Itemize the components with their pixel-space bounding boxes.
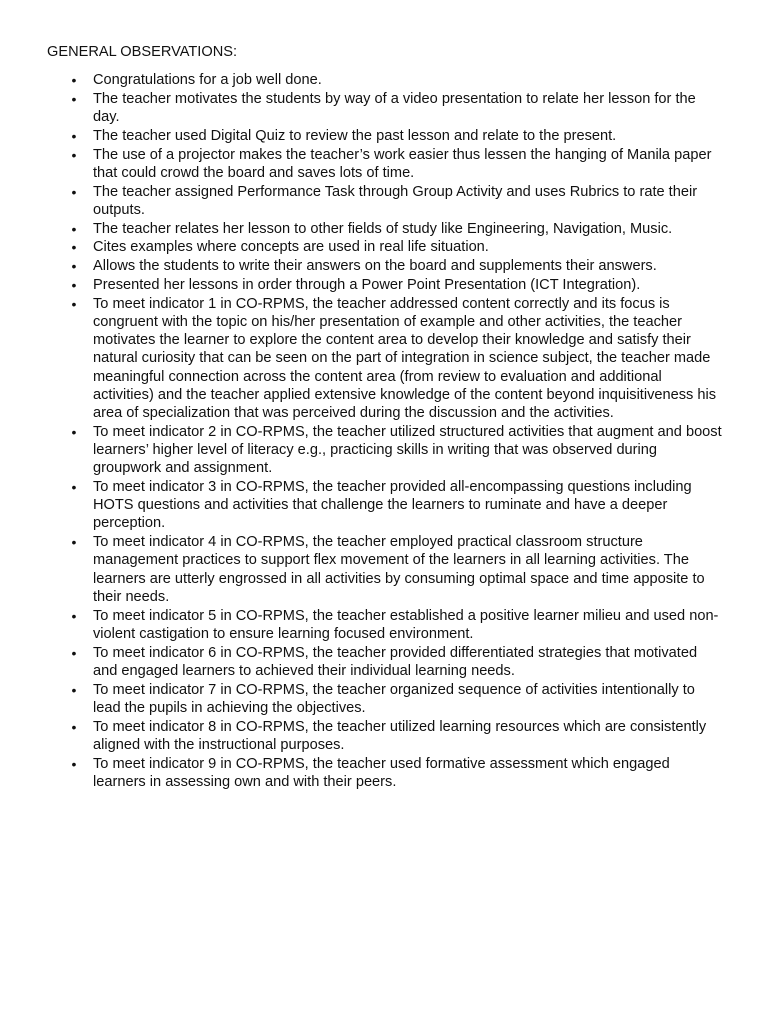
list-item — [93, 644, 725, 680]
observation-text: The use of a projector makes the teacher’s work easier thus lessen the hanging of Manila paper that could crowd the board and saves lots of time. — [93, 146, 712, 181]
list-item — [93, 718, 725, 754]
bullet-icon — [69, 146, 79, 164]
list-item — [93, 71, 725, 89]
observation-text: To meet indicator 7 in CO-RPMS, the teacher organized sequence of activities intentionally to lead the pupils in achieving the objectives. — [93, 681, 695, 716]
list-item — [93, 533, 725, 606]
observation-text: To meet indicator 8 in CO-RPMS, the teacher utilized learning resources which are consistently aligned with the instructional purposes. — [93, 718, 707, 753]
page-heading: GENERAL OBSERVATIONS: — [47, 44, 238, 60]
observation-text: Congratulations for a job well done. — [93, 72, 322, 88]
observations-list — [93, 71, 725, 792]
observation-text: To meet indicator 1 in CO-RPMS, the teacher addressed content correctly and its focus is congruent with the topic on his/her presentation of example and other activities, the teacher motivates the learner to explore the content area to develop their knowledge and satisfy their natural curiosity that can be seen on the part of integration in science subject, the teacher made meaningful connection across the content area (from review to evaluation and additional activities) and the teacher applied extensive knowledge of the content beyond inquisitiveness his area of specialization that was perceived during the discussion and the activities. — [93, 295, 717, 421]
list-item — [93, 146, 725, 182]
bullet-icon — [69, 533, 79, 551]
bullet-icon — [69, 257, 79, 275]
bullet-icon — [69, 423, 79, 441]
bullet-icon — [69, 755, 79, 773]
observation-text: To meet indicator 5 in CO-RPMS, the teacher established a positive learner milieu and used non-violent castigation to ensure learning focused environment. — [93, 607, 719, 642]
list-item — [93, 755, 725, 791]
observation-text: To meet indicator 4 in CO-RPMS, the teacher employed practical classroom structure management practices to support flex movement of the learners in all learning activities. The learners are utterly engrossed in all activities by consuming optimal space and time apposite to their needs. — [93, 534, 705, 605]
bullet-icon — [69, 718, 79, 736]
list-item — [93, 183, 725, 219]
bullet-icon — [69, 127, 79, 145]
list-item — [93, 478, 725, 533]
list-item — [93, 423, 725, 478]
bullet-icon — [69, 183, 79, 201]
bullet-icon — [69, 607, 79, 625]
observation-text: To meet indicator 3 in CO-RPMS, the teacher provided all-encompassing questions including HOTS questions and activities that challenge the learners to ruminate and have a deeper perception. — [93, 479, 692, 532]
bullet-icon — [69, 478, 79, 496]
bullet-icon — [69, 71, 79, 89]
list-item — [93, 295, 725, 422]
observation-text: The teacher assigned Performance Task through Group Activity and uses Rubrics to rate their outputs. — [93, 183, 698, 218]
list-item — [93, 257, 725, 275]
bullet-icon — [69, 90, 79, 108]
bullet-icon — [69, 681, 79, 699]
bullet-icon — [69, 644, 79, 662]
bullet-icon — [69, 220, 79, 238]
observation-text: Cites examples where concepts are used in real life situation. — [93, 239, 489, 256]
list-item — [93, 276, 725, 294]
list-item — [93, 607, 725, 643]
list-item — [93, 90, 725, 126]
observation-text: To meet indicator 9 in CO-RPMS, the teacher used formative assessment which engaged learners in assessing own and with their peers. — [93, 755, 670, 790]
list-item — [93, 681, 725, 717]
observation-text: Allows the students to write their answers on the board and supplements their answers. — [93, 258, 657, 275]
list-item — [93, 220, 725, 238]
list-item — [93, 238, 725, 256]
observation-text: Presented her lessons in order through a Power Point Presentation (ICT Integration). — [93, 276, 641, 293]
bullet-icon — [69, 238, 79, 256]
observation-text: The teacher relates her lesson to other fields of study like Engineering, Navigation, Music. — [93, 220, 673, 237]
bullet-icon — [69, 276, 79, 294]
bullet-icon — [69, 295, 79, 313]
list-item — [93, 127, 725, 145]
observation-text: The teacher used Digital Quiz to review the past lesson and relate to the present. — [93, 127, 617, 144]
observation-text: The teacher motivates the students by way of a video presentation to relate her lesson for the day. — [93, 90, 696, 125]
observation-text: To meet indicator 2 in CO-RPMS, the teacher utilized structured activities that augment and boost learners’ higher level of literacy e.g., practicing skills in writing that was observed during groupwork and assignment. — [93, 423, 722, 477]
observation-text: To meet indicator 6 in CO-RPMS, the teacher provided differentiated strategies that motivated and engaged learners to achieved their individual learning needs. — [93, 644, 698, 679]
